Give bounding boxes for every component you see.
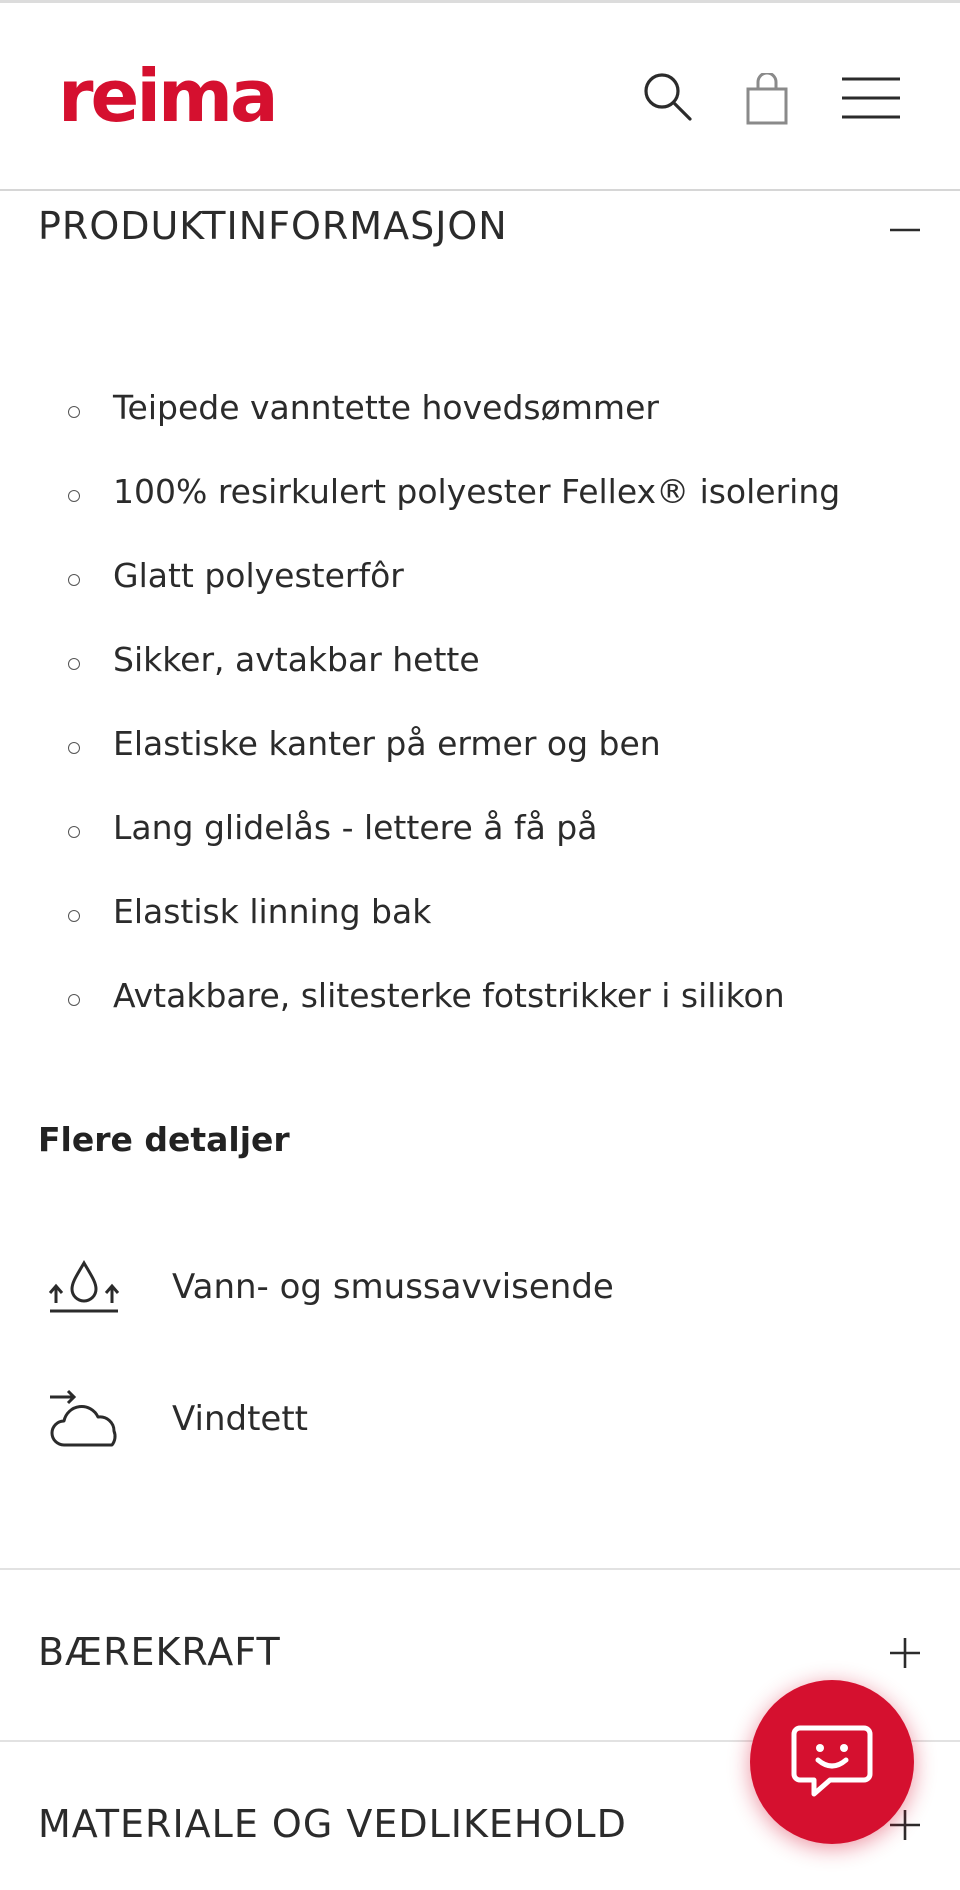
detail-water-repellent <box>0 1243 960 1343</box>
accordion-produktinformasjon[interactable] <box>0 191 960 271</box>
accordion-title: BÆREKRAFT <box>38 1630 281 1674</box>
accordion-title: PRODUKTINFORMASJON <box>38 204 508 248</box>
bullet-icon <box>68 658 80 670</box>
svg-text:reima: reima <box>58 61 276 133</box>
reima-logo[interactable] <box>58 61 284 133</box>
detail-label: Vann- og smussavvisende <box>172 1267 614 1307</box>
chat-smiley-icon <box>790 1720 874 1804</box>
hamburger-menu-icon[interactable] <box>840 75 902 121</box>
more-details-heading: Flere detaljer <box>38 1120 290 1159</box>
bullet-icon <box>68 406 80 418</box>
list-item: Elastisk linning bak <box>0 882 960 966</box>
bullet-icon <box>68 574 80 586</box>
bullet-icon <box>68 994 80 1006</box>
site-header <box>0 3 960 191</box>
bullet-icon <box>68 490 80 502</box>
chat-button[interactable] <box>750 1680 914 1844</box>
list-item: Lang glidelås - lettere å få på <box>0 798 960 882</box>
list-item: Elastiske kanter på ermer og ben <box>0 714 960 798</box>
shopping-bag-icon[interactable] <box>744 73 792 127</box>
list-item: Teipede vanntette hovedsømmer <box>0 378 960 462</box>
search-icon[interactable] <box>640 69 694 123</box>
detail-windproof <box>0 1375 960 1475</box>
list-item: Sikker, avtakbar hette <box>0 630 960 714</box>
bullet-icon <box>68 826 80 838</box>
water-repellent-icon <box>46 1255 122 1321</box>
bullet-icon <box>68 910 80 922</box>
list-item: Glatt polyesterfôr <box>0 546 960 630</box>
collapse-minus-icon[interactable] <box>888 213 922 247</box>
windproof-icon <box>46 1387 122 1453</box>
detail-label: Vindtett <box>172 1399 308 1439</box>
accordion-title: MATERIALE OG VEDLIKEHOLD <box>38 1802 627 1846</box>
feature-list <box>0 378 960 1050</box>
list-item: Avtakbare, slitesterke fotstrikker i silikon <box>0 966 960 1050</box>
bullet-icon <box>68 742 80 754</box>
list-item: 100% resirkulert polyester Fellex® isolering <box>0 462 960 546</box>
expand-plus-icon[interactable] <box>888 1636 922 1670</box>
